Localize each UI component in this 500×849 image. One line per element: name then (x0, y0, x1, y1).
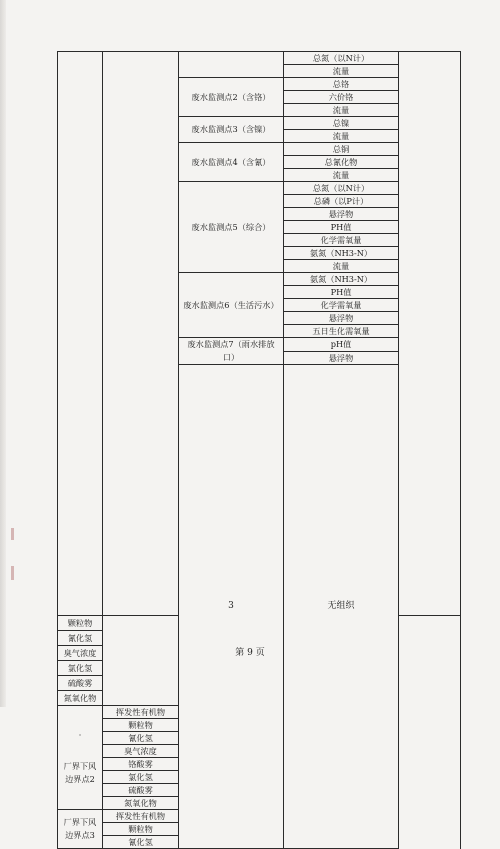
number-cell (58, 52, 103, 616)
item-cell: 颗粒物 (58, 616, 103, 631)
item-cell: 六价铬 (284, 91, 399, 104)
item-cell: 氨氮（NH3-N） (284, 247, 399, 260)
category-cell (103, 52, 179, 616)
item-cell: 流量 (284, 65, 399, 78)
item-cell: pH值 (284, 338, 399, 352)
item-cell: PH值 (284, 286, 399, 299)
point-cell: 废水监测点7（雨水排放口） (179, 338, 284, 365)
item-cell: 颗粒物 (103, 719, 179, 732)
item-cell: 总氰化物 (284, 156, 399, 169)
item-cell: 总镍 (284, 117, 399, 130)
item-cell: 氮氧化物 (103, 797, 179, 810)
point-cell: 废水监测点5（综合） (179, 182, 284, 273)
point-cell (179, 52, 284, 78)
stray-dot: · (78, 731, 82, 740)
item-cell: 化学需氧量 (284, 299, 399, 312)
item-cell: 臭气浓度 (58, 646, 103, 661)
item-cell: 氰化氢 (58, 631, 103, 646)
item-cell: 氯化氢 (58, 661, 103, 676)
item-cell: 总氮（以N计） (284, 52, 399, 65)
point-cell: 废水监测点4（含氰） (179, 143, 284, 182)
point-cell: 废水监测点3（含镍） (179, 117, 284, 143)
item-cell: 化学需氧量 (284, 234, 399, 247)
point-cell: 废水监测点2（含铬） (179, 78, 284, 117)
point-cell: 厂界下风边界点3 (58, 810, 103, 849)
item-cell: 氰化氢 (103, 836, 179, 849)
item-cell: 流量 (284, 130, 399, 143)
page-number: 第 9 页 (235, 648, 265, 658)
monitoring-table (57, 51, 461, 849)
item-cell: 氨氮（NH3-N） (284, 273, 399, 286)
point-label: 厂界下风边界点2 (63, 761, 97, 784)
red-edge-mark (11, 566, 14, 580)
item-cell: 氯化氢 (103, 771, 179, 784)
number-cell: 3 (179, 365, 284, 849)
item-cell: 流量 (284, 260, 399, 273)
point-cell (58, 706, 103, 810)
item-cell: 悬浮物 (284, 312, 399, 325)
item-cell: 颗粒物 (103, 823, 179, 836)
item-cell: 悬浮物 (284, 208, 399, 221)
item-cell: 总铬 (284, 78, 399, 91)
item-cell: 总铜 (284, 143, 399, 156)
item-cell: 流量 (284, 104, 399, 117)
item-cell: 挥发性有机物 (103, 810, 179, 823)
item-cell: 氮氧化物 (58, 691, 103, 706)
point-cell: 废水监测点6（生活污水） (179, 273, 284, 338)
item-cell: 五日生化需氧量 (284, 325, 399, 338)
item-cell: 挥发性有机物 (103, 706, 179, 719)
item-cell: PH值 (284, 221, 399, 234)
item-cell: 氰化氢 (103, 732, 179, 745)
category-cell: 无组织 (284, 365, 399, 849)
item-cell: 悬浮物 (284, 351, 399, 365)
item-cell: 总氮（以N计） (284, 182, 399, 195)
red-edge-mark (11, 528, 14, 540)
page-left-edge (0, 0, 6, 707)
item-cell: 硫酸雾 (58, 676, 103, 691)
item-cell: 流量 (284, 169, 399, 182)
item-cell: 总磷（以P计） (284, 195, 399, 208)
item-cell: 臭气浓度 (103, 745, 179, 758)
item-cell: 铬酸雾 (103, 758, 179, 771)
note-cell (399, 52, 461, 616)
item-cell: 硫酸雾 (103, 784, 179, 797)
